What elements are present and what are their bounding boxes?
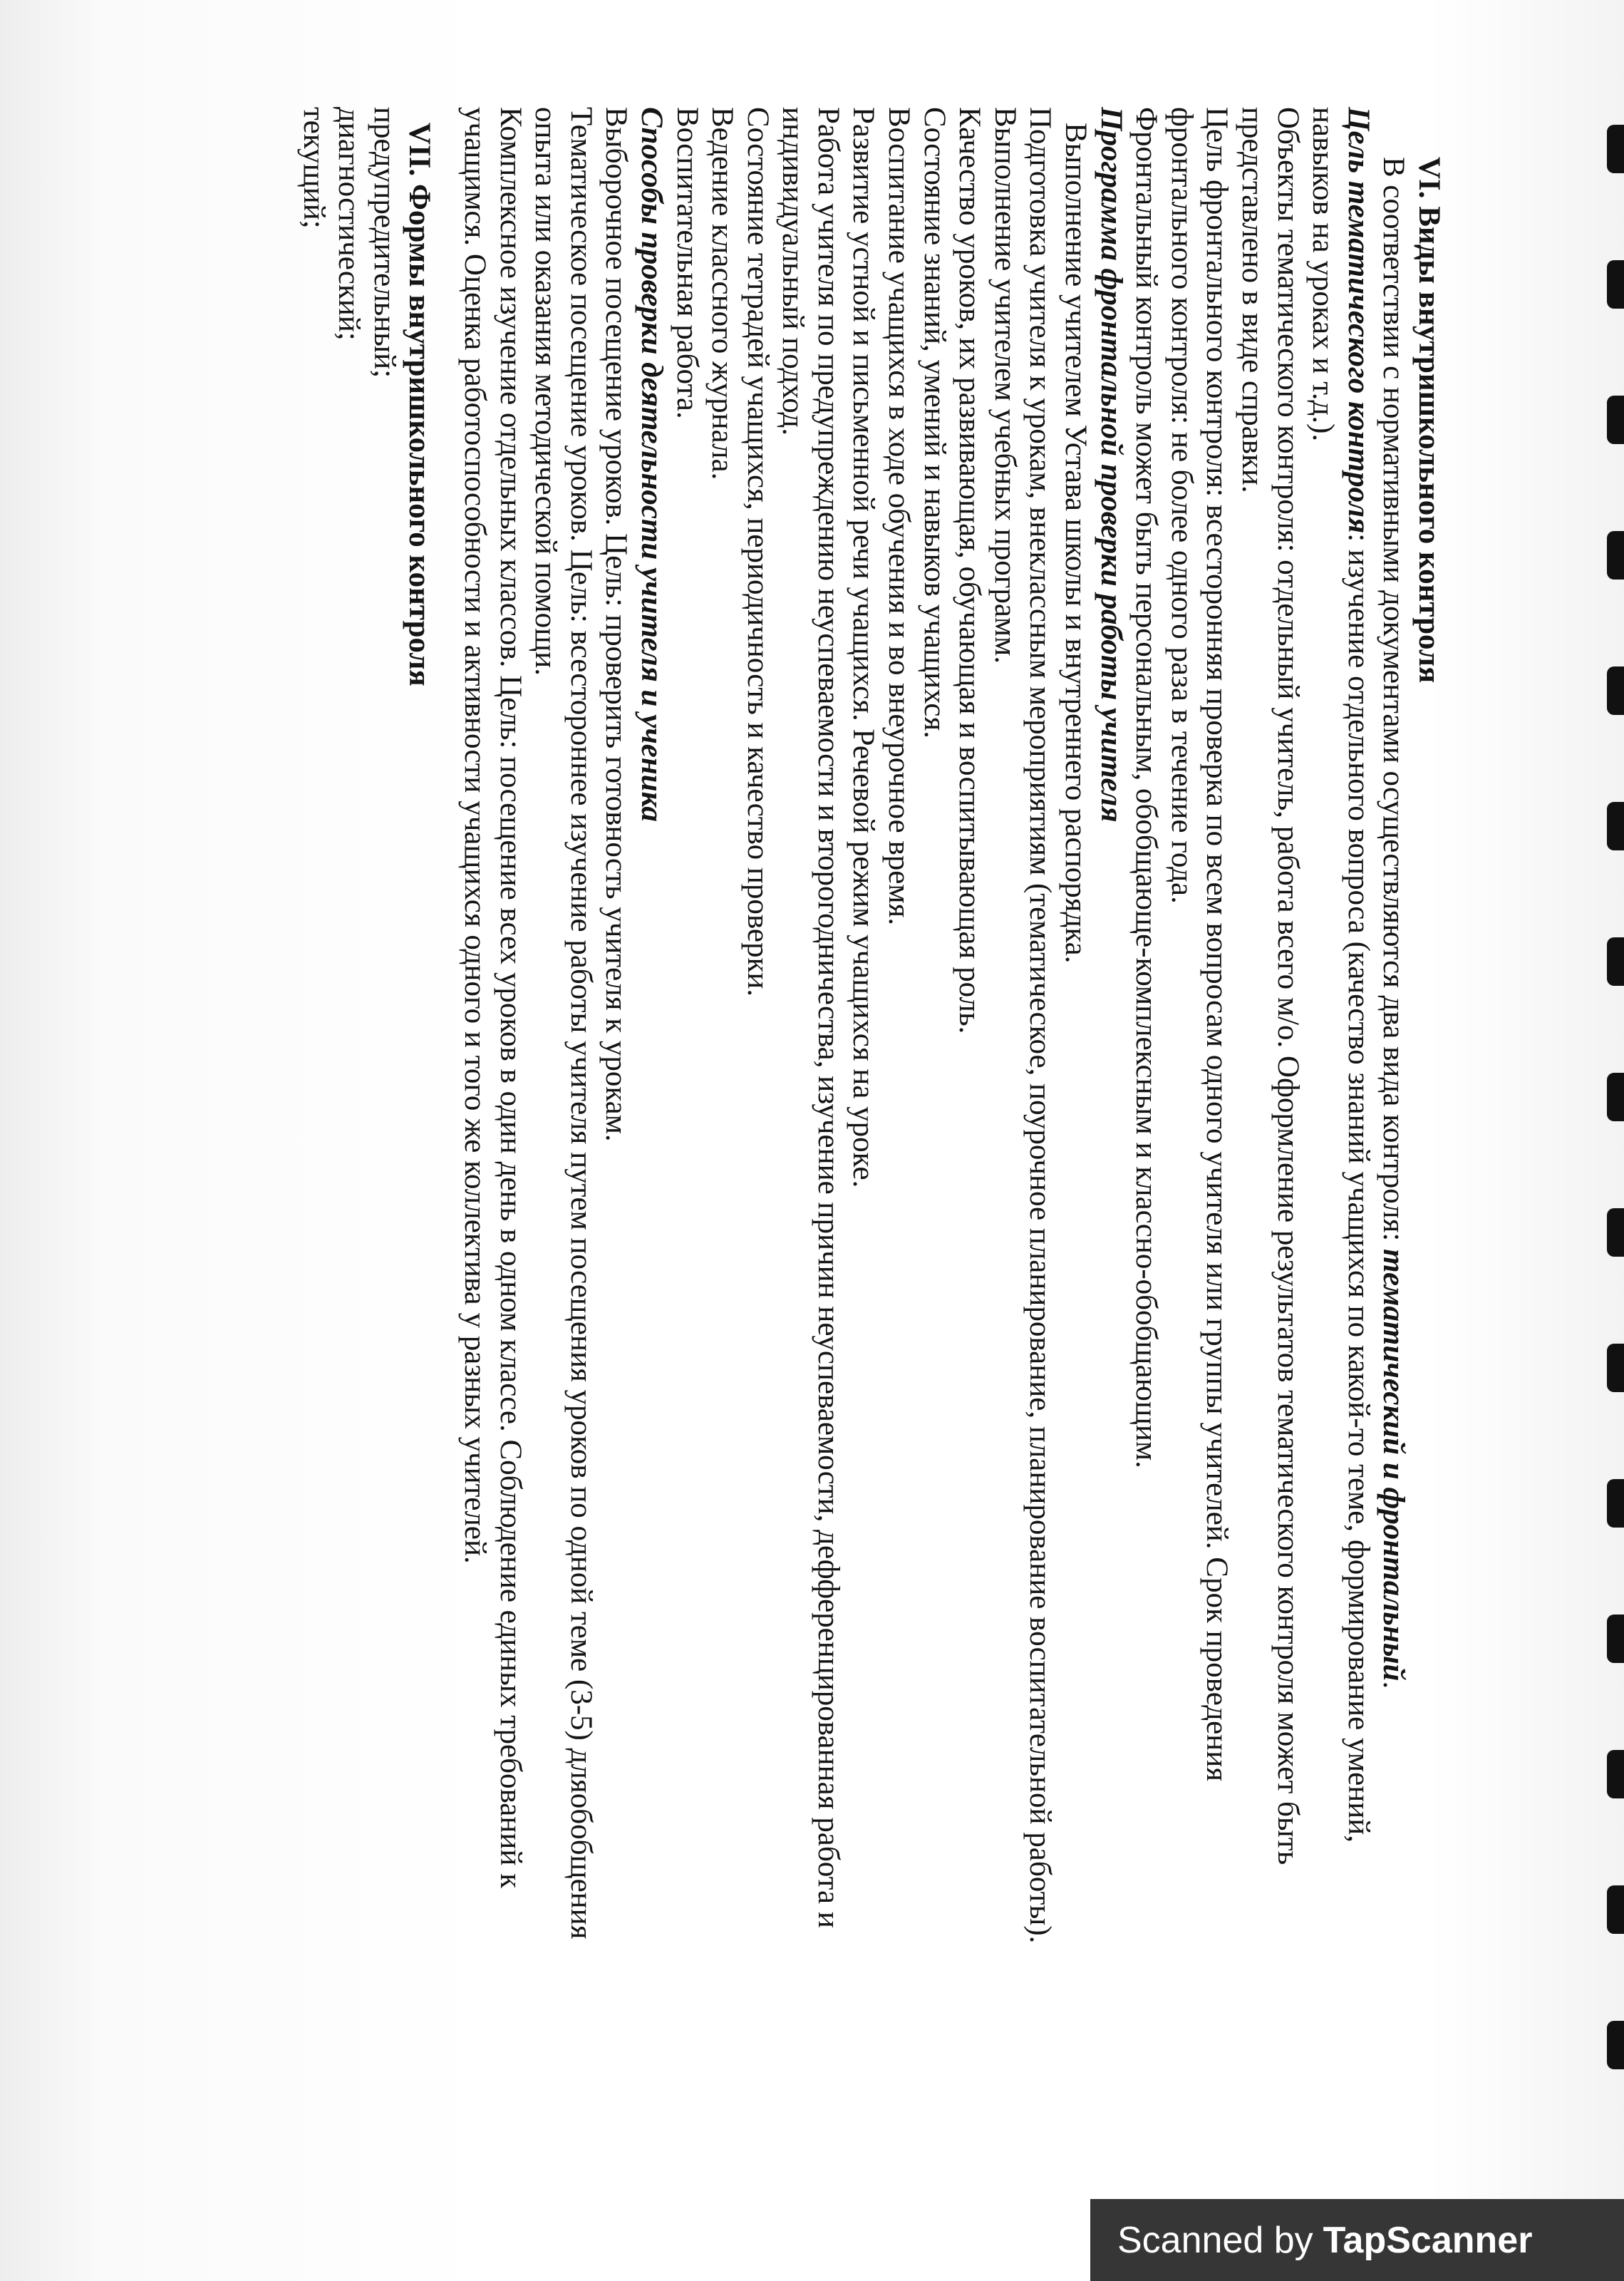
watermark-brand: TapScanner (1323, 2219, 1533, 2261)
binding-hole (1607, 1344, 1624, 1392)
work-line2: индивидуальный подход. (776, 107, 810, 436)
frontal-program-item: Воспитательная работа. (670, 107, 704, 419)
binding-hole (1607, 937, 1624, 986)
frontal-program-item: Выполнение учителем учебных программ. (988, 107, 1022, 664)
section-vi-title: VI. Виды внутришкольного контроля (1412, 157, 1446, 684)
spiral-binding-holes (1600, 0, 1624, 2281)
watermark-prefix: Scanned by (1117, 2219, 1313, 2261)
thematic-goal-line2: навыков на уроках и т.д.). (1306, 107, 1340, 442)
form-item: диагностический; (332, 107, 366, 341)
intro-paragraph (1376, 107, 1412, 1960)
binding-hole (1607, 1479, 1624, 1528)
frontal-program-item: Состояние тетрадей учащихся, периодичность и качество проверки. (740, 107, 775, 997)
method-line: Выборочное посещение уроков. Цель: проверить готовность учителя к урокам. (599, 107, 633, 1142)
frontal-program-item: Состояние знаний, умений и навыков учащихся. (917, 107, 951, 739)
frontal-program-title: Программа фронтальной проверки работы учителя (1094, 107, 1128, 823)
frontal-kinds: Фронтальный контроль может быть персональным, обобщающе-комплексным и классно-обобщающим. (1129, 107, 1164, 1468)
binding-hole (1607, 2021, 1624, 2069)
frontal-program-item: Развитие устной и письменной речи учащихся. Речевой режим учащихся на уроке. (847, 107, 881, 1188)
thematic-goal-text: : изучение отдельного вопроса (качество знаний учащихся по какой-то теме, формирование умений, (1341, 533, 1375, 1843)
binding-hole (1607, 1208, 1624, 1257)
methods-title: Способы проверки деятельности учителя и ученика (634, 107, 668, 822)
frontal-program-item: Качество уроков, их развивающая, обучающая и воспитывающая роль. (953, 107, 987, 1034)
binding-hole (1607, 260, 1624, 309)
frontal-program-item: Подготовка учителя к урокам, внеклассным мероприятиям (тематическое, поурочное планирование, планирование воспитательной работы). (1023, 107, 1057, 1944)
method-line: Тематическое посещение уроков. Цель: всестороннее изучение работы учителя путем посещения уроков по одной теме (3-5) дляобобщения (564, 107, 598, 1940)
intro-suffix: . (1377, 1681, 1411, 1689)
binding-hole (1607, 125, 1624, 173)
thematic-goal-label: Цель тематического контроля (1341, 107, 1375, 534)
frontal-program-item: Воспитание учащихся в ходе обучения и во внеурочное время. (882, 107, 916, 926)
work-line1: Работа учителя по предупреждению неуспеваемости и второгодничества, изучение причин неуспеваемости, дефференцированная работа и (811, 107, 845, 1928)
scanner-watermark (1090, 2199, 1624, 2281)
method-line: учащимся. Оценка работоспособности и активности учащихся одного и того же коллектива у разных учителей. (457, 107, 492, 1564)
binding-hole (1607, 1885, 1624, 1934)
frontal-program-item: Выполнение учителем Устава школы и внутреннего распорядка. (1059, 123, 1093, 964)
frontal-goal-line2: фронтального контроля: не более одного раза в течение года. (1164, 107, 1199, 904)
thematic-goal (1340, 107, 1376, 1960)
intro-emphasis: тематический и фронтальный (1377, 1249, 1411, 1682)
thematic-objects-line2: представлено в виде справки. (1236, 107, 1270, 493)
frontal-program-item: Ведение классного журнала. (705, 107, 740, 480)
binding-hole (1607, 1615, 1624, 1663)
form-item: предупредительный; (367, 107, 401, 379)
binding-hole (1607, 802, 1624, 850)
binding-hole (1607, 1073, 1624, 1121)
thematic-objects-line1: Объекты тематического контроля: отдельный учитель, работа всего м/о. Оформление результатов тематического контроля может быть (1271, 107, 1305, 1865)
document-text (296, 107, 1447, 1960)
method-line: опыта или оказания методической помощи. (529, 107, 563, 676)
binding-hole (1607, 396, 1624, 444)
rotated-document-content (50, 107, 1447, 1960)
form-item: текущий; (296, 107, 331, 229)
method-line: Комплексное изучение отдельных классов. Цель: посещение всех уроков в один день в одном классе. Соблюдение единых требований к (493, 107, 527, 1889)
frontal-goal-line1: Цель фронтального контроля: всесторонняя проверка по всем вопросам одного учителя или группы учителей. Срок проведения (1200, 107, 1234, 1781)
section-vii-title: VII. Формы внутришкольного контроля (403, 123, 437, 686)
binding-hole (1607, 1750, 1624, 1798)
intro-text: В соответствии с нормативными документами осуществляются два вида контроля: (1377, 157, 1411, 1250)
spacer (437, 107, 457, 1960)
binding-hole (1607, 531, 1624, 580)
binding-hole (1607, 666, 1624, 715)
